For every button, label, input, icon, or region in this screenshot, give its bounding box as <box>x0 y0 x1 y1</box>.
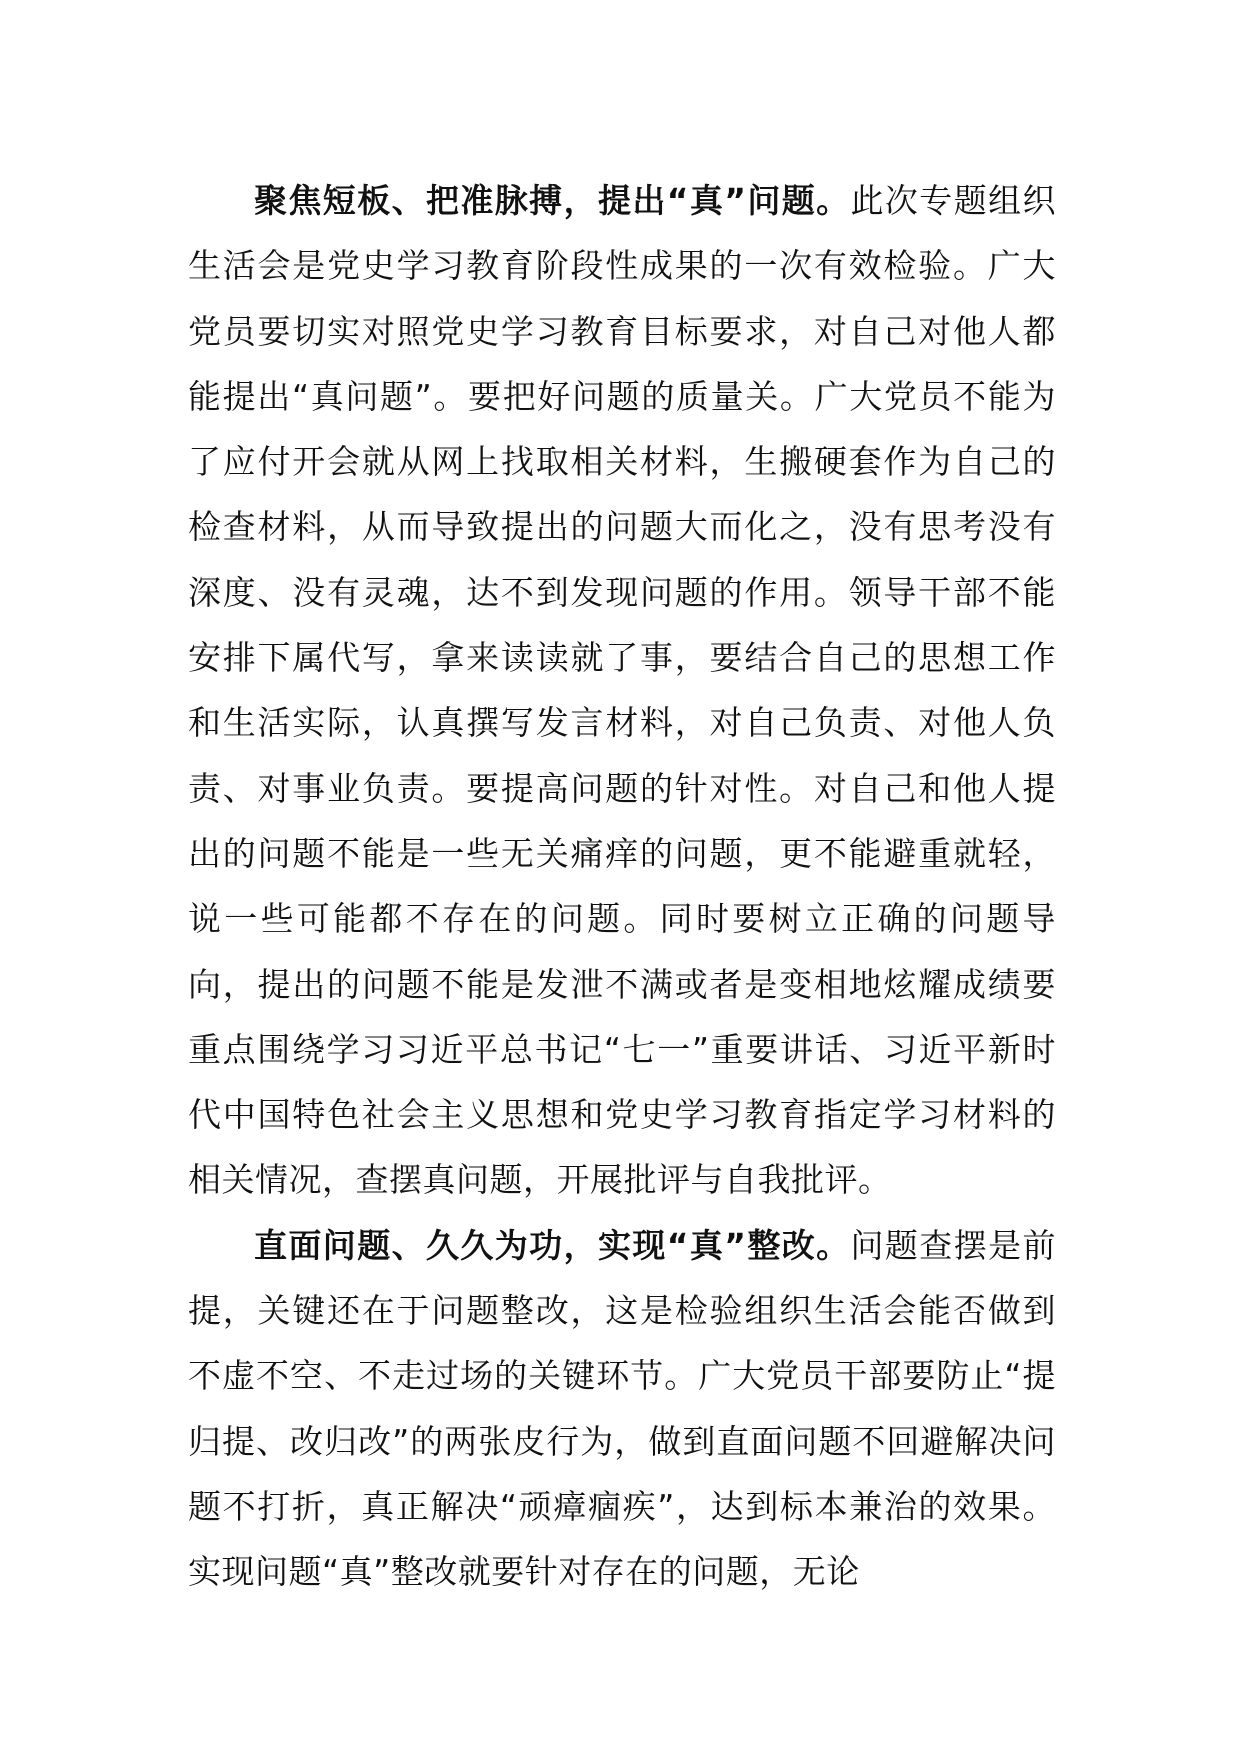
paragraph-1 <box>188 168 1056 1213</box>
paragraph-1-text: 此次专题组织生活会是党史学习教育阶段性成果的一次有效检验。广大党员要切实对照党史学习教育目标要求，对自己对他人都能提出“真问题”。要把好问题的质量关。广大党员不能为了应付开会就从网上找取相关材料，生搬硬套作为自己的检查材料，从而导致提出的问题大而化之，没有思考没有深度、没有灵魂，达不到发现问题的作用。领导干部不能安排下属代写，拿来读读就了事，要结合自己的思想工作和生活实际，认真撰写发言材料，对自己负责、对他人负责、对事业负责。要提高问题的针对性。对自己和他人提出的问题不能是一些无关痛痒的问题，更不能避重就轻，说一些可能都不存在的问题。同时要树立正确的问题导向，提出的问题不能是发泄不满或者是变相地炫耀成绩要重点围绕学习习近平总书记“七一”重要讲话、习近平新时代中国特色社会主义思想和党史学习教育指定学习材料的相关情况，查摆真问题，开展批评与自我批评。 <box>188 181 1056 1200</box>
paragraph-2-text: 问题查摆是前提，关键还在于问题整改，这是检验组织生活会能否做到不虚不空、不走过场的关键环节。广大党员干部要防止“提归提、改归改”的两张皮行为，做到直面问题不回避解决问题不打折，真正解决“顽瘴痼疾”，达到标本兼治的效果。实现问题“真”整改就要针对存在的问题，无论 <box>188 1225 1056 1592</box>
paragraph-2-heading: 直面问题、久久为功，实现“真”整改。 <box>254 1225 851 1265</box>
document-body <box>188 168 1056 1605</box>
paragraph-2 <box>188 1213 1056 1605</box>
paragraph-1-heading: 聚焦短板、把准脉搏，提出“真”问题。 <box>254 181 851 220</box>
